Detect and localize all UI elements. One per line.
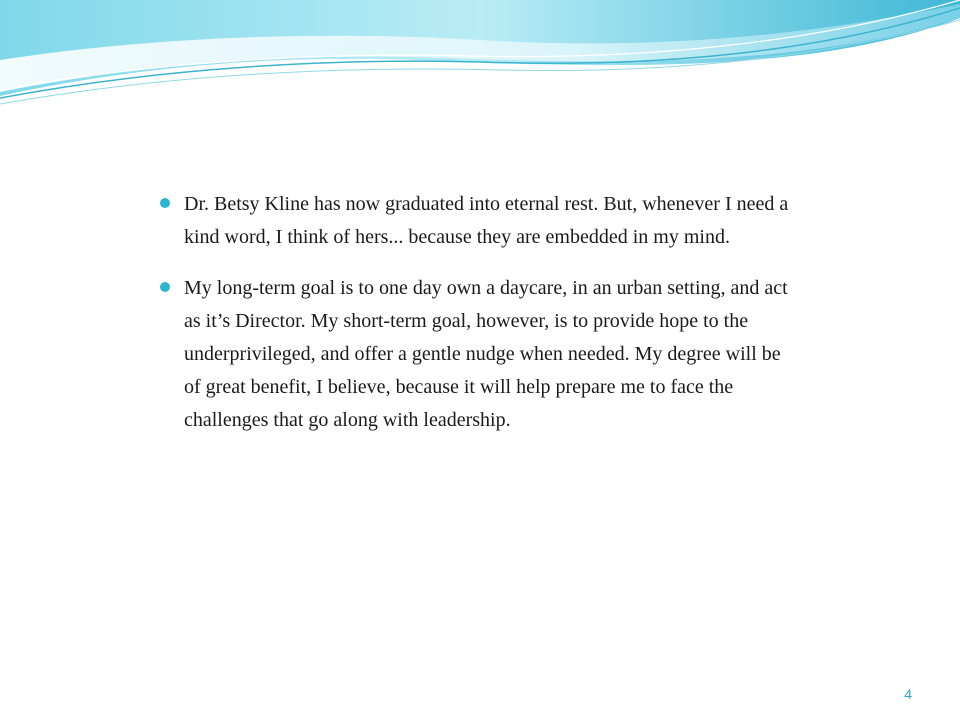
bullet-list (160, 188, 800, 455)
header-wave-decoration (0, 0, 960, 130)
bullet-item (160, 272, 800, 437)
page-number: 4 (904, 686, 912, 702)
bullet-text: My long-term goal is to one day own a daycare, in an urban setting, and act as it’s Director. My short-term goal, however, is to provide hope to the underprivileged, and offer a gentle nudge when needed. My degree will be of great benefit, I believe, because it will help prepare me to face the challenges that go along with leadership. (184, 277, 788, 431)
bullet-item (160, 188, 800, 254)
bullet-dot-icon (160, 282, 170, 292)
bullet-text: Dr. Betsy Kline has now graduated into eternal rest. But, whenever I need a kind word, I think of hers... because they are embedded in my mind. (184, 193, 789, 248)
bullet-dot-icon (160, 198, 170, 208)
